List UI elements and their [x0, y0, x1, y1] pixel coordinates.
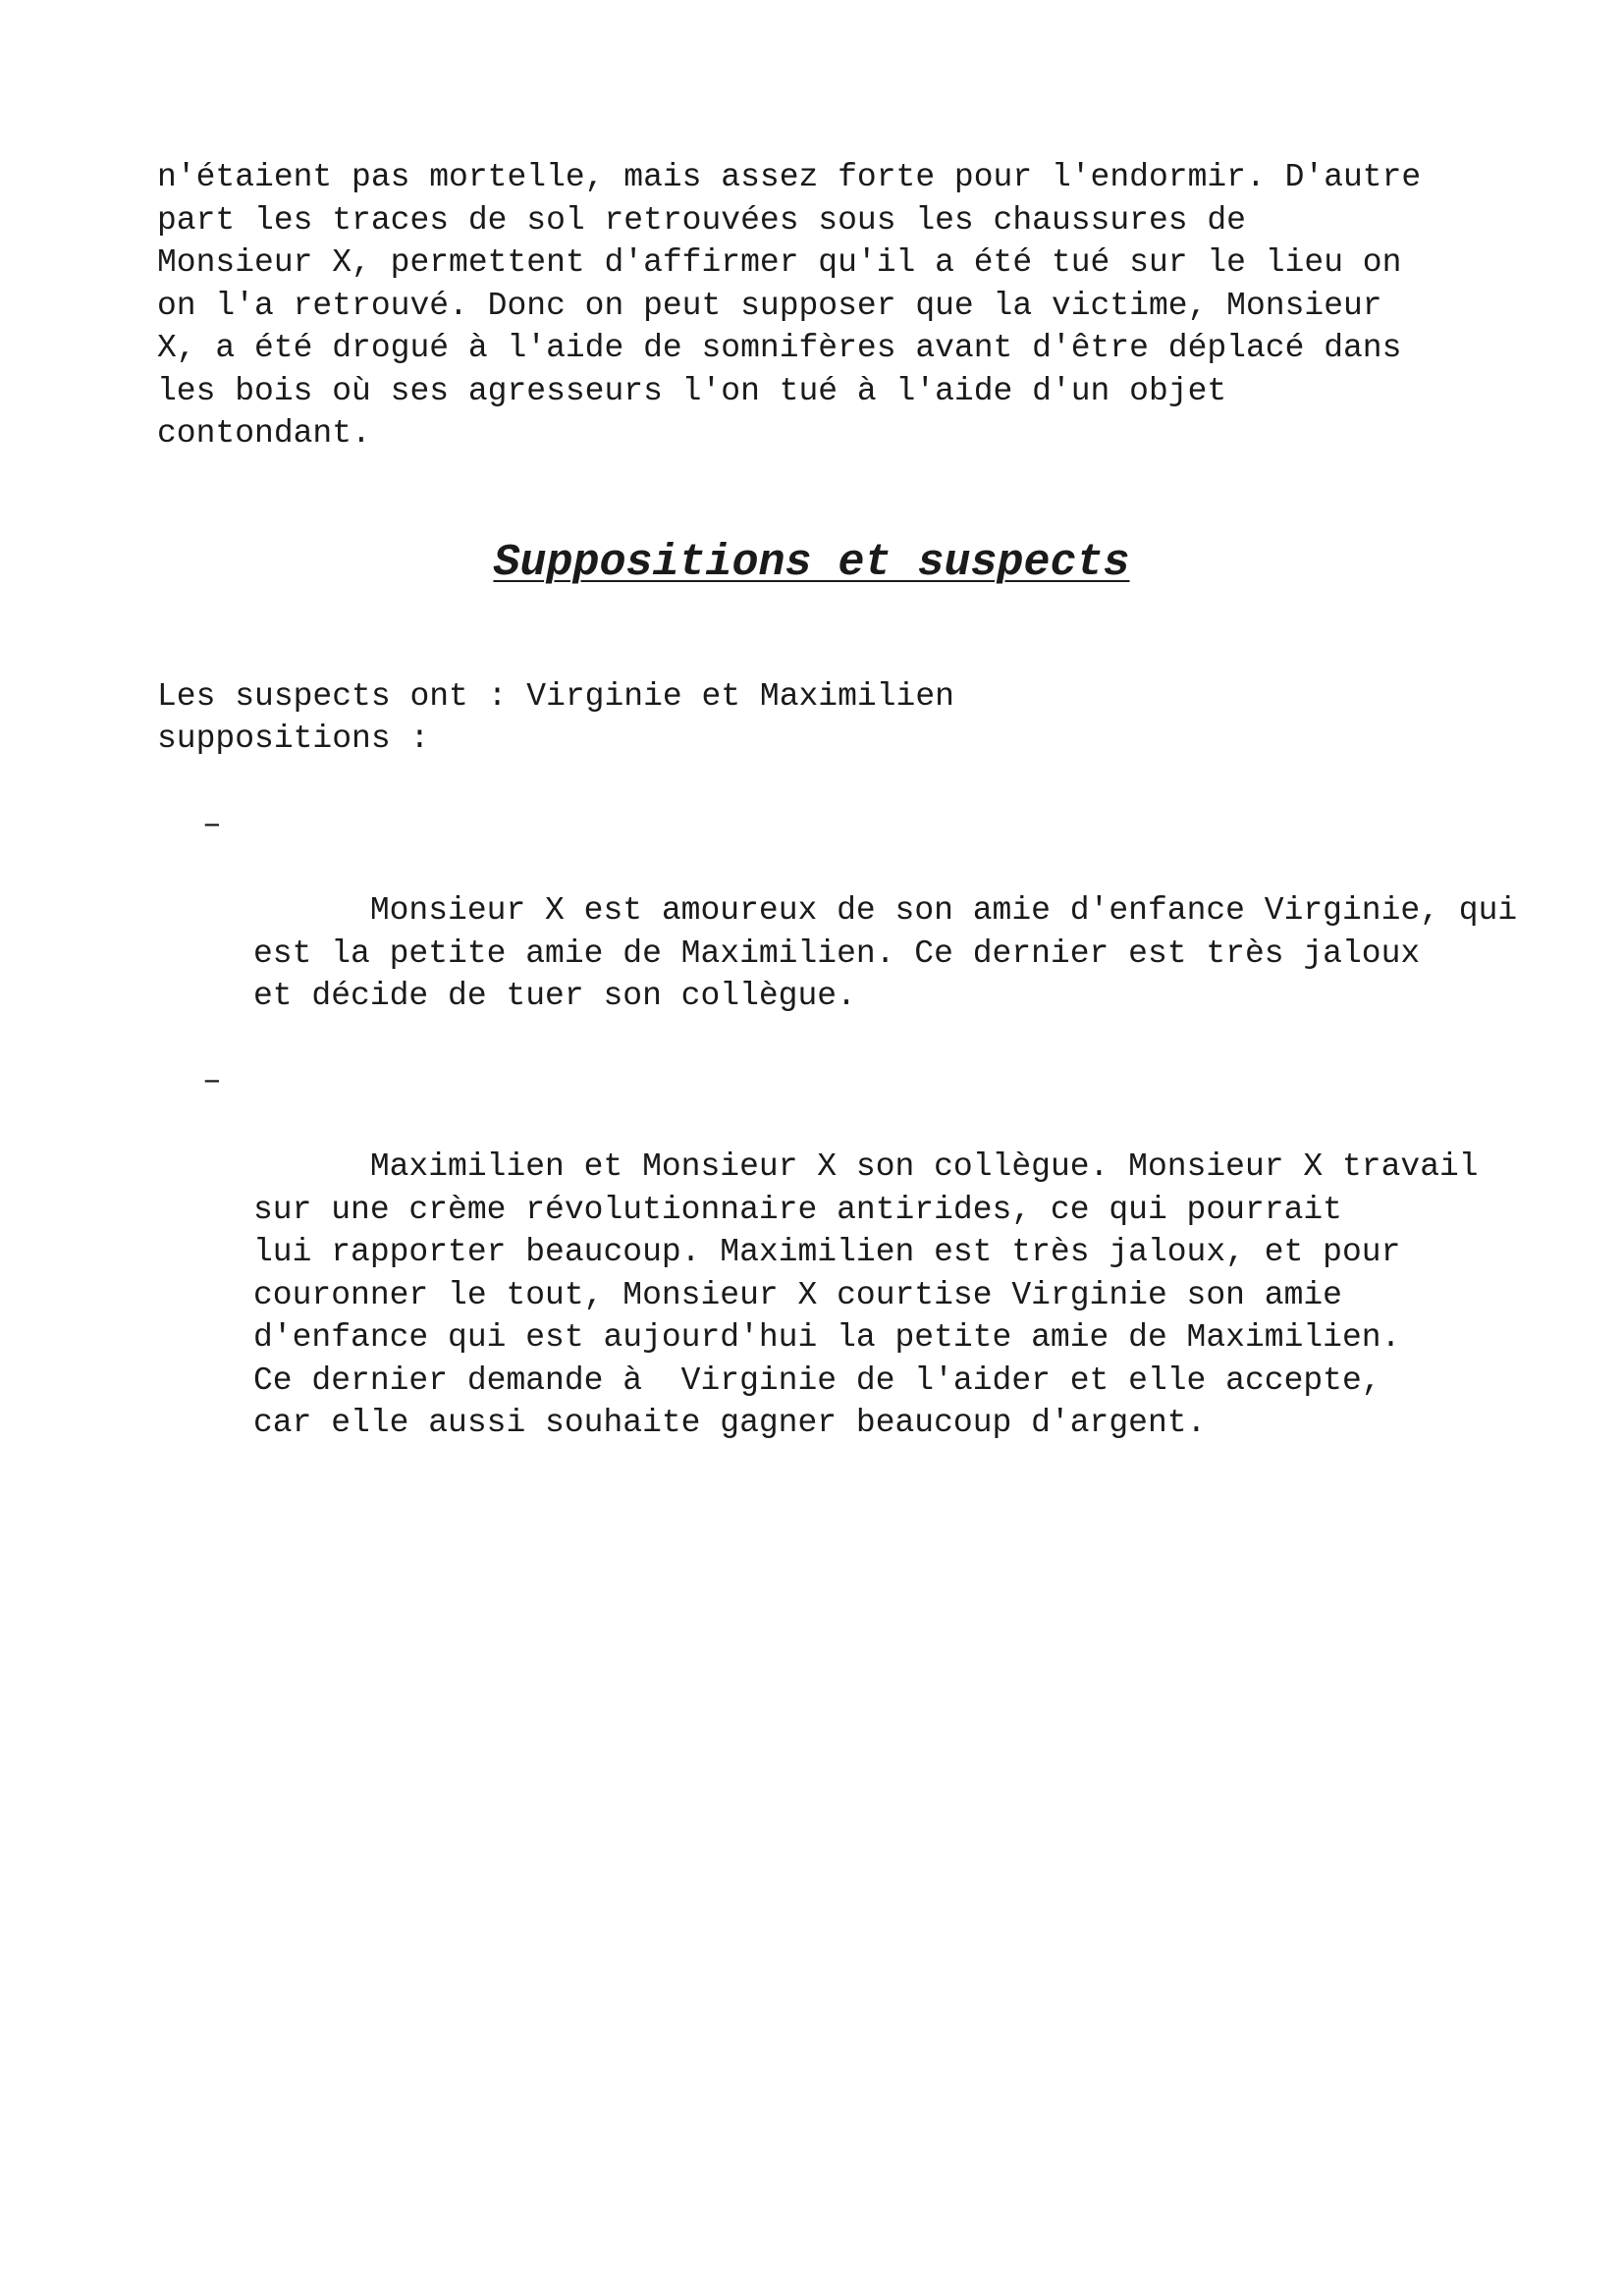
- list-item: [157, 1060, 1532, 1487]
- suspects-line: Les suspects ont : Virginie et Maximilien: [157, 678, 954, 715]
- supposition-text: Monsieur X est amoureux de son amie d'enfance Virginie, qui est la petite amie de Maximilien. Ce dernier est très jaloux et décide de tuer son collègue.: [253, 892, 1518, 1014]
- bullet-dash: –: [202, 807, 222, 843]
- bullet-dash: –: [202, 1063, 222, 1099]
- intro-paragraph: n'étaient pas mortelle, mais assez forte pour l'endormir. D'autre part les traces de sol retrouvées sous les chaussures de Monsieur X, permettent d'affirmer qu'il a été tué sur le lieu on on l'a retrouvé. Donc on peut supposer que la victime, Monsieur X, a été drogué à l'aide de somnifères avant d'être déplacé dans les bois où ses agresseurs l'on tué à l'aide d'un objet contondant.: [157, 159, 1422, 452]
- list-item: [157, 804, 1532, 1060]
- supposition-text: Maximilien et Monsieur X son collègue. Monsieur X travail sur une crème révolutionnaire antirides, ce qui pourrait lui rapporter beaucoup. Maximilien est très jaloux, et pour couronner le tout, Monsieur X courtise Virginie son amie d'enfance qui est aujourd'hui la petite amie de Maximilien. Ce dernier demande à Virginie de l'aider et elle accepte, car elle aussi souhaite gagner beaucoup d'argent.: [253, 1148, 1479, 1441]
- suppositions-label: suppositions :: [157, 721, 430, 757]
- section-heading: Suppositions et suspects: [493, 538, 1130, 588]
- suppositions-list: [157, 804, 1532, 1487]
